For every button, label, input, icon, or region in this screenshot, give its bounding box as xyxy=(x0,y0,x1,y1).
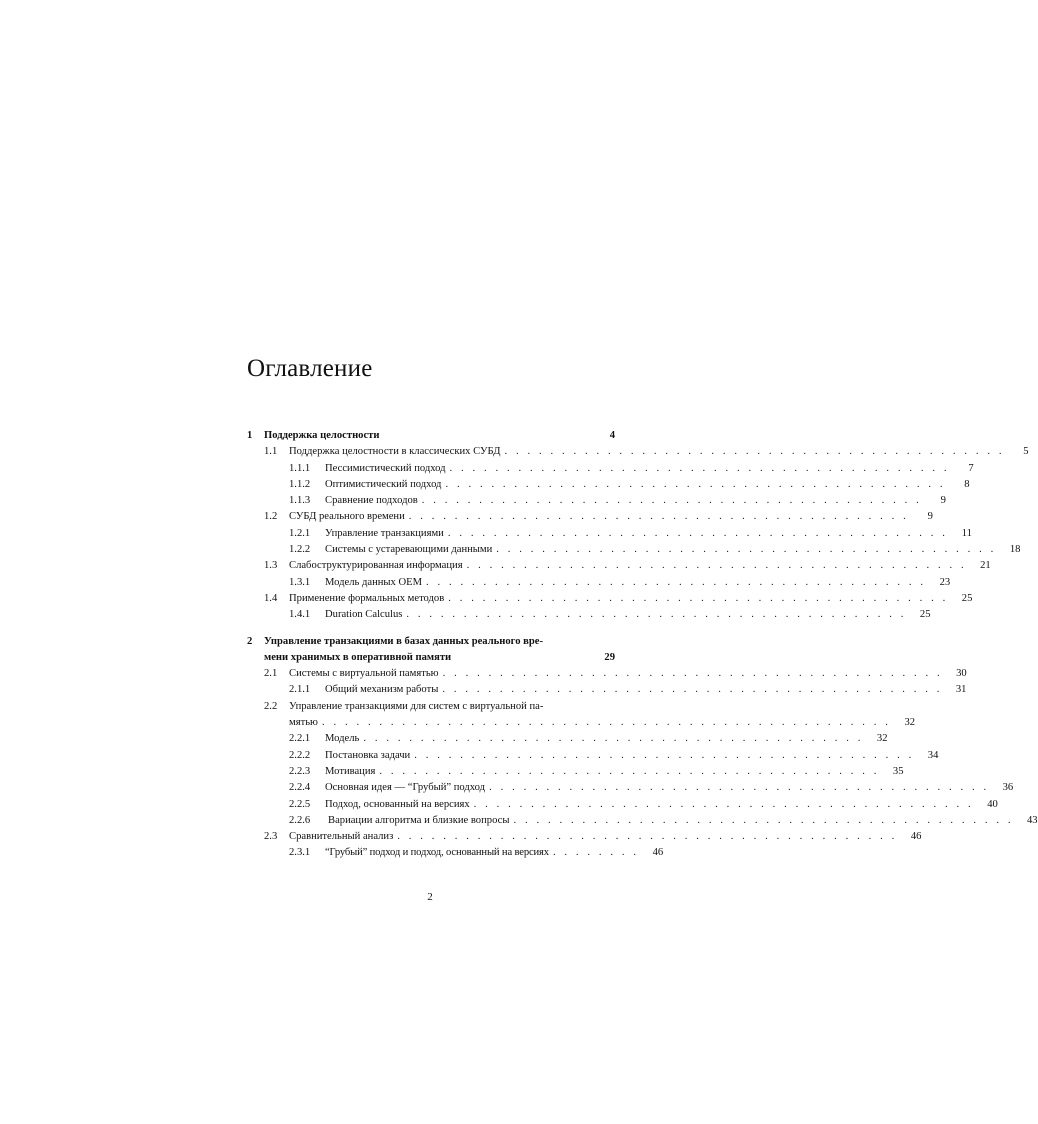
toc-entry-2-2-1[interactable] xyxy=(247,731,888,747)
toc-number: 2.3.1 xyxy=(289,847,311,859)
toc-title: Оптимистический подход xyxy=(325,478,442,490)
toc-leader: . . . . . . . . . . . . . . . . . . . . . . . . . . . . . . . . . . . . . . . . . . . . xyxy=(449,462,950,474)
toc-entry-1-2-2[interactable] xyxy=(247,542,1021,558)
toc-number: 2.2.1 xyxy=(289,733,311,745)
toc-title-line-2: мятью xyxy=(289,717,318,729)
toc-title: Мотивация xyxy=(325,765,376,777)
toc-page: 9 xyxy=(940,495,946,507)
toc-leader: . . . . . . . . . . . . . . . . . . . . . . . . . . . . . . . . . . . . . . . . . . . . xyxy=(363,733,864,745)
toc-entry-2-2-continued[interactable] xyxy=(247,715,916,731)
toc-entry-1-4[interactable] xyxy=(247,591,973,607)
toc-leader: . . . . . . . . . . . . . . . . . . . . . . . . . . . . . . . . . . . . . . . . . . . . xyxy=(442,684,943,696)
toc-number: 2.2.5 xyxy=(289,798,311,810)
toc-leader: . . . . . . . . xyxy=(552,847,640,859)
toc-leader: . . . . . . . . . . . . . . . . . . . . . . . . . . . . . . . . . . . . . . . . . . . . xyxy=(504,446,1005,458)
toc-page: 5 xyxy=(1023,446,1029,458)
toc-page: 18 xyxy=(1009,544,1021,556)
toc-page: 4 xyxy=(609,430,615,441)
toc-title: Сравнение подходов xyxy=(325,495,418,507)
toc-leader: . . . . . . . . . . . . . . . . . . . . . . . . . . . . . . . . . . . . . . . . . . . . xyxy=(414,749,915,761)
toc-title: Системы с виртуальной памятью xyxy=(289,668,439,680)
toc-page: 8 xyxy=(964,478,970,490)
toc-leader: . . . . . . . . . . . . . . . . . . . . . . . . . . . . . . . . . . . . . . . . . . . . xyxy=(496,544,997,556)
toc-page: 7 xyxy=(968,462,974,474)
toc-entry-2-2-4[interactable] xyxy=(247,780,1014,796)
toc-title: “Грубый” подход и подход, основанный на версиях xyxy=(325,847,549,859)
toc-entry-2-2-6[interactable] xyxy=(247,813,1038,829)
toc-title: Пессимистический подход xyxy=(325,462,446,474)
toc-title-line-1: Управление транзакциями в базах данных реального вре- xyxy=(264,635,543,647)
toc-page: 11 xyxy=(961,527,972,539)
toc-leader: . . . . . . . . . . . . . . . . . . . . . . . . . . . . . . . . . . . . . . . . . . . . xyxy=(513,814,1014,826)
toc-number: 2.2.4 xyxy=(289,782,311,794)
toc-number: 1.2.1 xyxy=(289,527,311,539)
toc-page: 21 xyxy=(980,560,991,572)
toc-title: Постановка задачи xyxy=(325,749,411,761)
toc-leader: . . . . . . . . . . . . . . . . . . . . . . . . . . . . . . . . . . . . . . . . . . . . xyxy=(489,782,990,794)
toc-leader: . . . . . . . . . . . . . . . . . . . . . . . . . . . . . . . . . . . . . . . . . . . . xyxy=(406,609,907,621)
toc-entry-2-2-2[interactable] xyxy=(247,748,939,764)
toc-number: 1.1.1 xyxy=(289,462,311,474)
toc-leader: . . . . . . . . . . . . . . . . . . . . . . . . . . . . . . . . . . . . . . . . . . . . xyxy=(397,831,898,843)
toc-number: 1.3 xyxy=(264,560,278,572)
toc-number: 2.1 xyxy=(264,668,278,680)
toc-page: 25 xyxy=(961,592,973,604)
toc-page: 43 xyxy=(1027,814,1038,826)
toc-leader: . . . . . . . . . . . . . . . . . . . . . . . . . . . . . . . . . . . . . . . . . . . . xyxy=(447,527,948,539)
toc-leader: . . . . . . . . . . . . . . . . . . . . . . . . . . . . . . . . . . . . . . . . . . . . xyxy=(445,478,946,490)
toc-page: 9 xyxy=(927,511,933,523)
toc-title: Слабоструктурированная информация xyxy=(289,560,463,572)
page-title: Оглавление xyxy=(247,355,373,382)
toc-number: 1.2 xyxy=(264,511,278,523)
toc-number: 1 xyxy=(247,430,253,441)
toc-leader: . . . . . . . . . . . . . . . . . . . . . . . . . . . . . . . . . . . . . . . . . . . . xyxy=(421,495,922,507)
toc-page: 46 xyxy=(910,831,922,843)
toc-title: Общий механизм работы xyxy=(325,684,439,696)
toc-page: 23 xyxy=(939,576,951,588)
toc-page: 32 xyxy=(876,733,888,745)
toc-entry-1-1[interactable] xyxy=(247,444,1029,460)
toc-number: 1.4 xyxy=(264,592,278,604)
toc-title: Модель данных OEM xyxy=(325,576,423,588)
toc-entry-1-1-1[interactable] xyxy=(247,461,974,477)
toc-page: 29 xyxy=(604,651,615,663)
toc-entry-1-1-3[interactable] xyxy=(247,493,946,509)
toc-entry-1-3-1[interactable] xyxy=(247,575,951,591)
page-number: 2 xyxy=(427,891,433,903)
toc-page: 46 xyxy=(652,847,664,859)
toc-page: 34 xyxy=(927,749,939,761)
toc-title-line-1: Управление транзакциями для систем с виртуальной па- xyxy=(289,700,544,712)
toc-number: 1.3.1 xyxy=(289,576,311,588)
toc-entry-1-3[interactable] xyxy=(247,558,991,574)
toc-leader: . . . . . . . . . . . . . . . . . . . . . . . . . . . . . . . . . . . . . . . . . . . . xyxy=(448,592,949,604)
toc-title: Системы с устаревающими данными xyxy=(325,544,493,556)
toc-title: Поддержка целостности в классических СУБД xyxy=(289,446,501,458)
toc-number: 1.1.2 xyxy=(289,478,311,490)
toc-chapter-1[interactable] xyxy=(247,428,615,444)
toc-leader: . . . . . . . . . . . . . . . . . . . . . . . . . . . . . . . . . . . . . . . . . . . . xyxy=(473,798,974,810)
toc-number: 2.2.2 xyxy=(289,749,311,761)
toc-leader: . . . . . . . . . . . . . . . . . . . . . . . . . . . . . . . . . . . . . . . . . . . . xyxy=(466,560,967,572)
toc-title: Сравнительный анализ xyxy=(289,831,394,843)
toc-page: 40 xyxy=(987,798,998,810)
toc-number: 2.2.6 xyxy=(289,814,311,826)
table-of-contents xyxy=(247,428,1038,862)
toc-entry-1-2-1[interactable] xyxy=(247,526,972,542)
toc-entry-1-2[interactable] xyxy=(247,509,933,525)
toc-title: Применение формальных методов xyxy=(289,592,445,604)
toc-entry-1-1-2[interactable] xyxy=(247,477,970,493)
toc-entry-2-1[interactable] xyxy=(247,666,967,682)
toc-leader: . . . . . . . . . . . . . . . . . . . . . . . . . . . . . . . . . . . . . . . . . . . . xyxy=(426,576,927,588)
toc-page: 35 xyxy=(892,765,904,777)
toc-leader: . . . . . . . . . . . . . . . . . . . . . . . . . . . . . . . . . . . . . . . . . . . . xyxy=(408,511,909,523)
toc-title: Вариации алгоритма и близкие вопросы xyxy=(328,814,510,826)
toc-entry-2-2-3[interactable] xyxy=(247,764,904,780)
toc-number: 2.2 xyxy=(264,700,278,712)
toc-entry-1-4-1[interactable] xyxy=(247,607,931,623)
toc-entry-2-3[interactable] xyxy=(247,829,922,845)
toc-page: 30 xyxy=(956,668,967,680)
toc-leader: . . . . . . . . . . . . . . . . . . . . . . . . . . . . . . . . . . . . . . . . . . . . xyxy=(379,765,880,777)
toc-entry-2-2[interactable] xyxy=(247,699,615,715)
toc-title: Подход, основанный на версиях xyxy=(325,798,470,810)
toc-entry-2-2-5[interactable] xyxy=(247,797,998,813)
toc-title-line-2: мени хранимых в оперативной памяти xyxy=(264,651,452,663)
toc-leader: . . . . . . . . . . . . . . . . . . . . . . . . . . . . . . . . . . . . . . . . . . . . xyxy=(442,668,943,680)
toc-page: 25 xyxy=(919,609,931,621)
toc-number: 2.3 xyxy=(264,831,278,843)
toc-number: 2.1.1 xyxy=(289,684,311,696)
toc-title: Основная идея — “Грубый” подход xyxy=(325,782,486,794)
toc-title: Поддержка целостности xyxy=(264,430,380,441)
toc-leader: . . . . . . . . . . . . . . . . . . . . . . . . . . . . . . . . . . . . . . . . . . . . . . . . . . xyxy=(321,717,892,729)
toc-title: Управление транзакциями xyxy=(325,527,444,539)
toc-number: 2.2.3 xyxy=(289,765,311,777)
toc-title: Duration Calculus xyxy=(325,609,403,621)
toc-title: Модель xyxy=(325,733,360,745)
toc-chapter-2-continued[interactable] xyxy=(247,650,615,666)
toc-chapter-2[interactable] xyxy=(247,634,615,650)
toc-number: 1.1 xyxy=(264,446,278,458)
toc-page: 31 xyxy=(955,684,967,696)
toc-title: СУБД реального времени xyxy=(289,511,405,523)
toc-number: 1.1.3 xyxy=(289,495,311,507)
toc-entry-2-1-1[interactable] xyxy=(247,682,967,698)
toc-number: 1.4.1 xyxy=(289,609,311,621)
toc-entry-2-3-1[interactable] xyxy=(247,845,664,861)
toc-page: 36 xyxy=(1002,782,1014,794)
toc-page: 32 xyxy=(904,717,916,729)
toc-number: 1.2.2 xyxy=(289,544,311,556)
toc-number: 2 xyxy=(247,635,253,647)
